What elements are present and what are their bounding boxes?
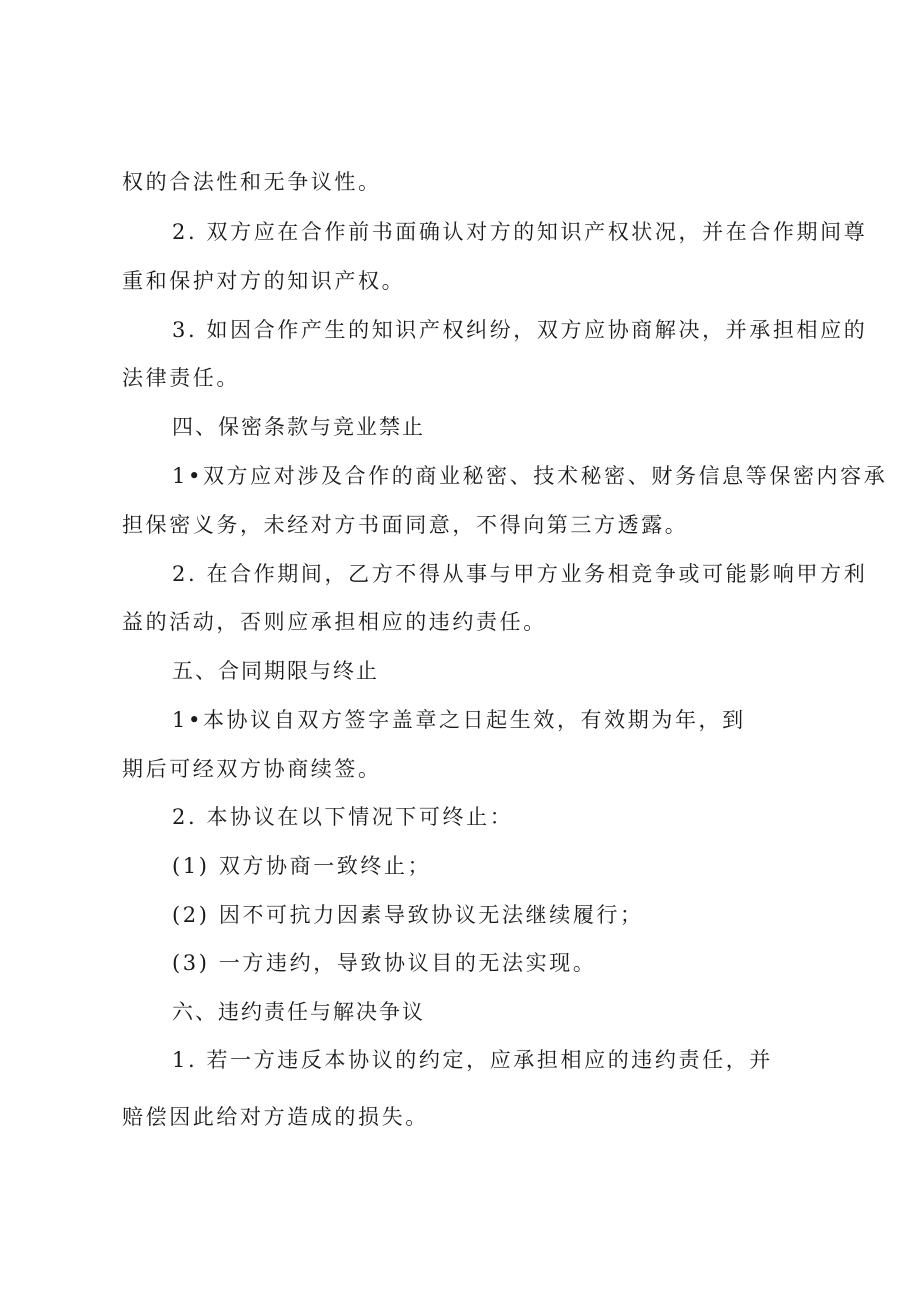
section-heading-breach-disputes: 六、违约责任与解决争议	[172, 1000, 425, 1024]
section-heading-term-termination: 五、合同期限与终止	[172, 659, 379, 683]
clause-3-2-second-line: 重和保护对方的知识产权。	[122, 269, 406, 293]
clause-6-1-second-line: 赔偿因此给对方造成的损失。	[122, 1105, 429, 1129]
clause-5-2-item-1: (1) 双方协商一致终止；	[172, 854, 432, 878]
clause-3-3-first-line: 3. 如因合作产生的知识产权纠纷，双方应协商解决，并承担相应的	[172, 318, 868, 342]
clause-6-1-first-line: 1. 若一方违反本协议的约定，应承担相应的违约责任，并	[172, 1048, 773, 1072]
section-heading-confidentiality: 四、保密条款与竞业禁止	[172, 415, 425, 439]
clause-3-3-second-line: 法律责任。	[122, 366, 240, 390]
clause-5-2-item-3: (3) 一方违约，导致协议目的无法实现。	[172, 951, 597, 975]
clause-5-2: 2. 本协议在以下情况下可终止：	[172, 805, 514, 829]
clause-4-1-second-line: 担保密义务，未经对方书面同意，不得向第三方透露。	[122, 513, 689, 537]
paragraph-continuation-ip-legality: 权的合法性和无争议性。	[122, 170, 382, 194]
clause-3-2-first-line: 2. 双方应在合作前书面确认对方的知识产权状况，并在合作期间尊	[172, 220, 868, 244]
clause-4-2-first-line: 2. 在合作期间，乙方不得从事与甲方业务相竞争或可能影响甲方利	[172, 562, 868, 586]
clause-5-2-item-2: (2) 因不可抗力因素导致协议无法继续履行；	[172, 903, 644, 927]
clause-5-1-second-line: 期后可经双方协商续签。	[122, 757, 382, 781]
clause-4-1-first-line: 1•双方应对涉及合作的商业秘密、技术秘密、财务信息等保密内容承	[172, 464, 888, 488]
clause-4-2-second-line: 益的活动，否则应承担相应的违约责任。	[122, 610, 547, 634]
clause-5-1-first-line: 1•本协议自双方签字盖章之日起生效，有效期为年，到	[172, 708, 746, 732]
